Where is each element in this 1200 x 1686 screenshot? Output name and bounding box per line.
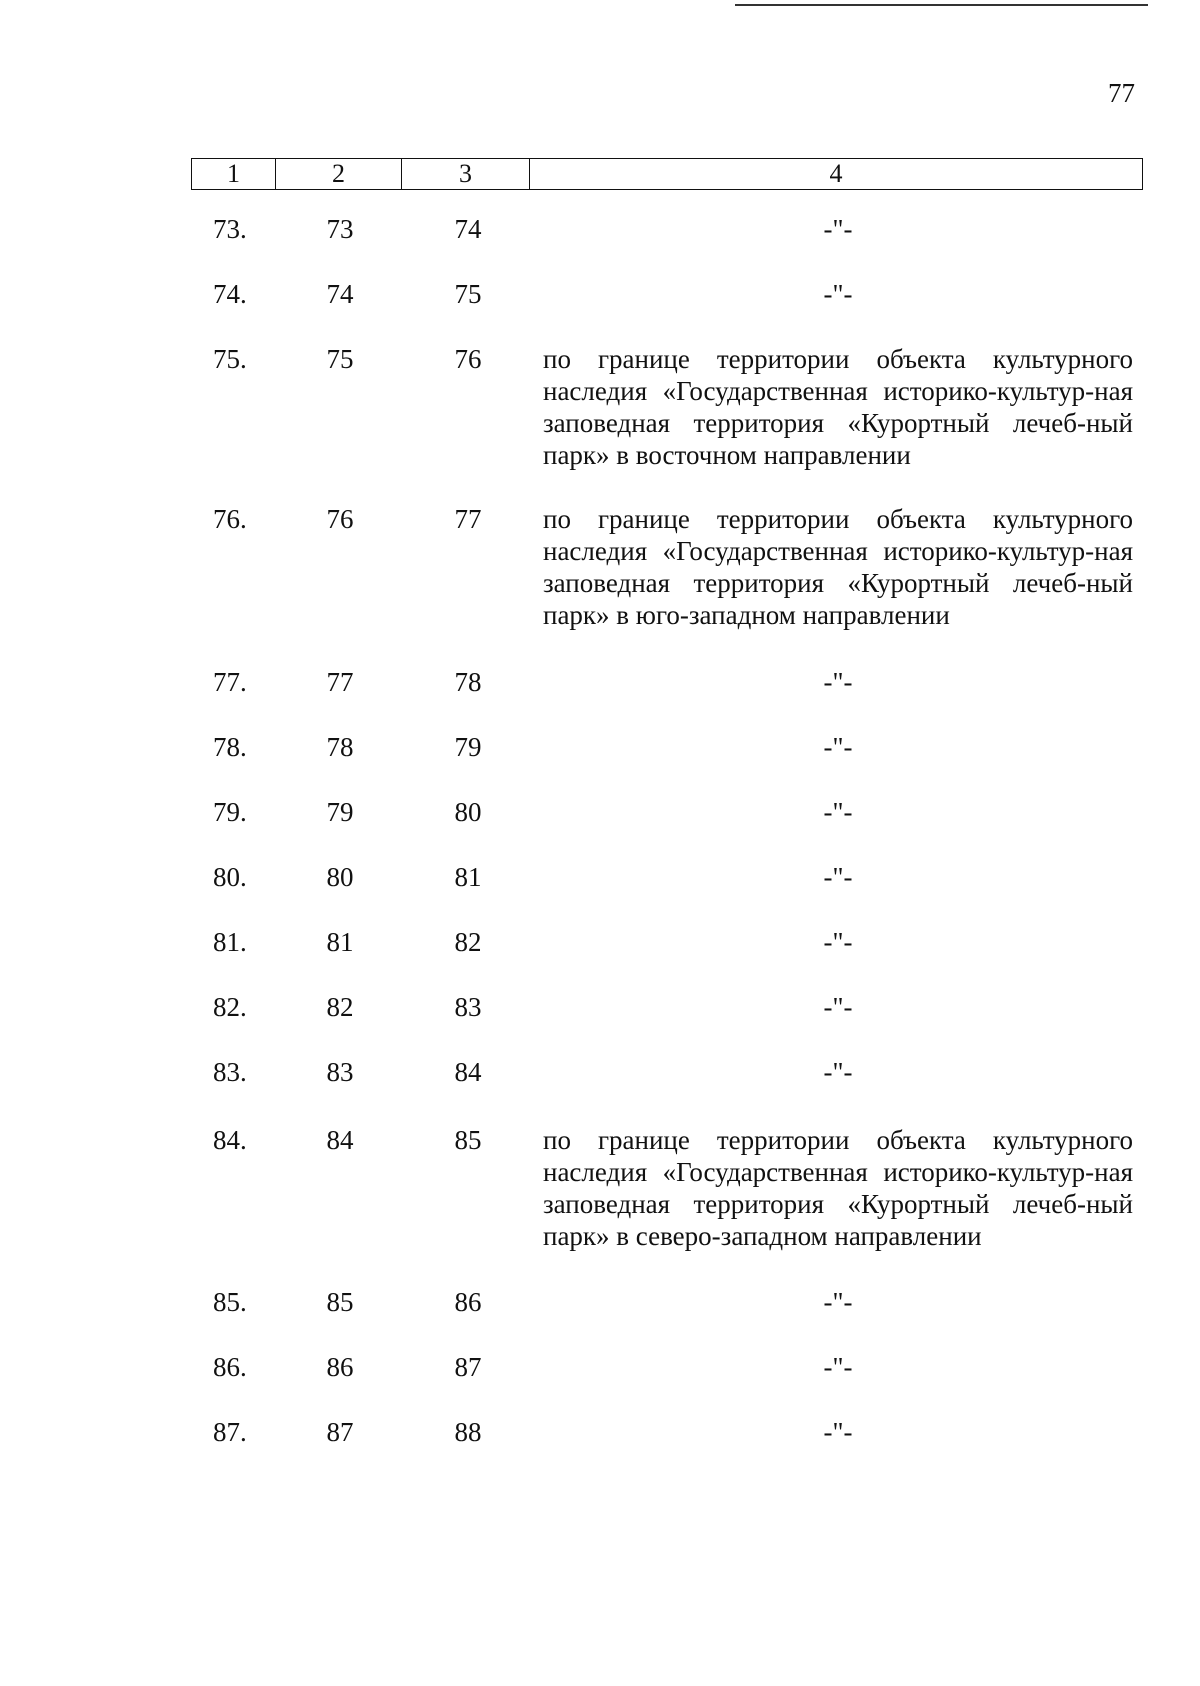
row-number: 83.: [213, 1057, 247, 1087]
row-number: 78.: [213, 732, 247, 762]
boundary-description: -"-: [823, 927, 853, 957]
point-to: 75: [454, 279, 482, 309]
top-rule: [735, 4, 1148, 6]
point-from: 83: [326, 1057, 354, 1087]
header-cell-2: 2: [276, 159, 402, 189]
point-to: 76: [454, 344, 482, 374]
point-from: 80: [326, 862, 354, 892]
boundary-description: по границе территории объекта культурного наследия «Государственная историко-культур-ная заповедная территория «Курортный лечеб-ный парк» в восточном направлении: [543, 344, 1133, 470]
row-number: 87.: [213, 1417, 247, 1447]
point-from: 81: [326, 927, 354, 957]
header-cell-1: 1: [192, 159, 276, 189]
row-number: 80.: [213, 862, 247, 892]
point-from: 79: [326, 797, 354, 827]
point-from: 85: [326, 1287, 354, 1317]
row-number: 84.: [213, 1125, 247, 1155]
point-from: 76: [326, 504, 354, 534]
point-to: 78: [454, 667, 482, 697]
boundary-description: -"-: [823, 1352, 853, 1382]
page-number: 77: [1108, 78, 1135, 108]
point-from: 82: [326, 992, 354, 1022]
row-number: 74.: [213, 279, 247, 309]
row-number: 82.: [213, 992, 247, 1022]
point-from: 73: [326, 214, 354, 244]
point-to: 86: [454, 1287, 482, 1317]
point-to: 83: [454, 992, 482, 1022]
point-from: 75: [326, 344, 354, 374]
row-number: 85.: [213, 1287, 247, 1317]
point-to: 74: [454, 214, 482, 244]
table-header: [191, 158, 1143, 190]
point-to: 87: [454, 1352, 482, 1382]
point-from: 77: [326, 667, 354, 697]
point-to: 77: [454, 504, 482, 534]
row-number: 86.: [213, 1352, 247, 1382]
point-to: 79: [454, 732, 482, 762]
boundary-description: -"-: [823, 279, 853, 309]
boundary-description: -"-: [823, 862, 853, 892]
point-to: 80: [454, 797, 482, 827]
point-from: 74: [326, 279, 354, 309]
boundary-description: по границе территории объекта культурного наследия «Государственная историко-культур-ная заповедная территория «Курортный лечеб-ный парк» в юго-западном направлении: [543, 504, 1133, 630]
point-from: 84: [326, 1125, 354, 1155]
boundary-description: -"-: [823, 732, 853, 762]
row-number: 76.: [213, 504, 247, 534]
point-from: 86: [326, 1352, 354, 1382]
row-number: 79.: [213, 797, 247, 827]
header-cell-4: 4: [829, 159, 843, 188]
boundary-description: -"-: [823, 667, 853, 697]
point-from: 78: [326, 732, 354, 762]
point-to: 88: [454, 1417, 482, 1447]
point-to: 84: [454, 1057, 482, 1087]
row-number: 73.: [213, 214, 247, 244]
boundary-description: по границе территории объекта культурного наследия «Государственная историко-культур-ная заповедная территория «Курортный лечеб-ный парк» в северо-западном направлении: [543, 1125, 1133, 1251]
boundary-description: -"-: [823, 1287, 853, 1317]
boundary-description: -"-: [823, 992, 853, 1022]
point-to: 81: [454, 862, 482, 892]
point-to: 82: [454, 927, 482, 957]
boundary-description: -"-: [823, 1417, 853, 1447]
row-number: 81.: [213, 927, 247, 957]
row-number: 75.: [213, 344, 247, 374]
point-to: 85: [454, 1125, 482, 1155]
header-cell-3: 3: [402, 159, 530, 189]
boundary-description: -"-: [823, 797, 853, 827]
point-from: 87: [326, 1417, 354, 1447]
boundary-description: -"-: [823, 214, 853, 244]
row-number: 77.: [213, 667, 247, 697]
boundary-description: -"-: [823, 1057, 853, 1087]
